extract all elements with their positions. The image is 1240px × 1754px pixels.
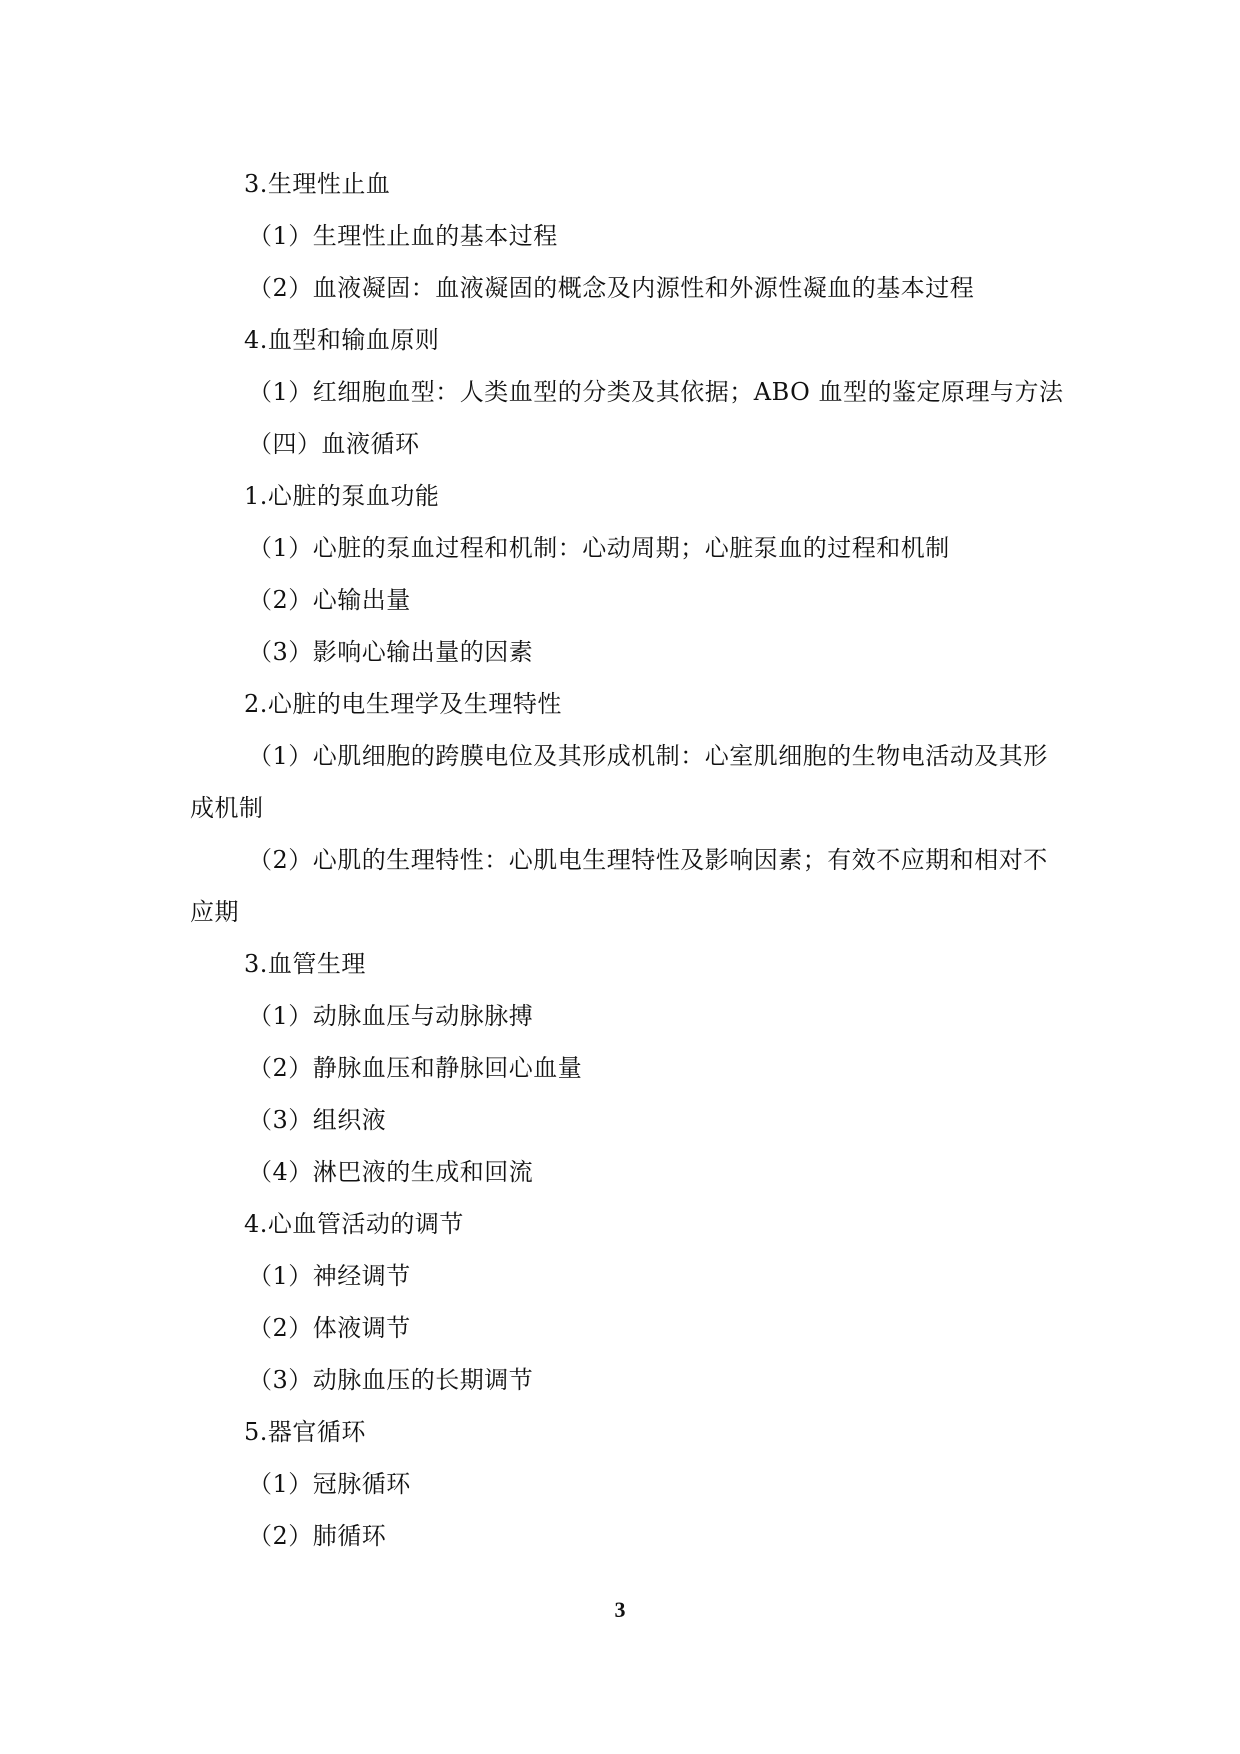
list-item: （2）静脉血压和静脉回心血量: [248, 1054, 583, 1082]
list-item: （2）体液调节: [248, 1314, 411, 1342]
list-item: （2）心肌的生理特性：心肌电生理特性及影响因素；有效不应期和相对不: [248, 846, 1048, 874]
list-item: （1）心肌细胞的跨膜电位及其形成机制：心室肌细胞的生物电活动及其形: [248, 742, 1048, 770]
section-heading: 3.生理性止血: [244, 170, 391, 198]
list-item: （2）肺循环: [248, 1522, 387, 1550]
page-number: 3: [614, 1597, 626, 1622]
section-heading: 3.血管生理: [244, 950, 366, 978]
list-item-continuation: 成机制: [190, 794, 264, 822]
list-item: （1）动脉血压与动脉脉搏: [248, 1002, 534, 1030]
list-item: （1）冠脉循环: [248, 1470, 411, 1498]
list-item-continuation: 应期: [190, 898, 239, 926]
list-item: （3）组织液: [248, 1106, 387, 1134]
section-heading: 4.血型和输血原则: [244, 326, 440, 354]
list-item: （2）心输出量: [248, 586, 411, 614]
chapter-heading: （四）血液循环: [248, 430, 420, 458]
list-item: （2）血液凝固：血液凝固的概念及内源性和外源性凝血的基本过程: [248, 274, 975, 302]
list-item: （1）心脏的泵血过程和机制：心动周期；心脏泵血的过程和机制: [248, 534, 950, 562]
document-body: [0, 158, 1240, 1562]
section-heading: 2.心脏的电生理学及生理特性: [244, 690, 562, 718]
list-item: （1）红细胞血型：人类血型的分类及其依据；ABO 血型的鉴定原理与方法: [248, 378, 1064, 406]
list-item: （3）动脉血压的长期调节: [248, 1366, 534, 1394]
list-item: （1）生理性止血的基本过程: [248, 222, 558, 250]
list-item: （1）神经调节: [248, 1262, 411, 1290]
section-heading: 4.心血管活动的调节: [244, 1210, 464, 1238]
list-item: （3）影响心输出量的因素: [248, 638, 534, 666]
section-heading: 5.器官循环: [244, 1418, 366, 1446]
list-item: （4）淋巴液的生成和回流: [248, 1158, 534, 1186]
section-heading: 1.心脏的泵血功能: [244, 482, 440, 510]
